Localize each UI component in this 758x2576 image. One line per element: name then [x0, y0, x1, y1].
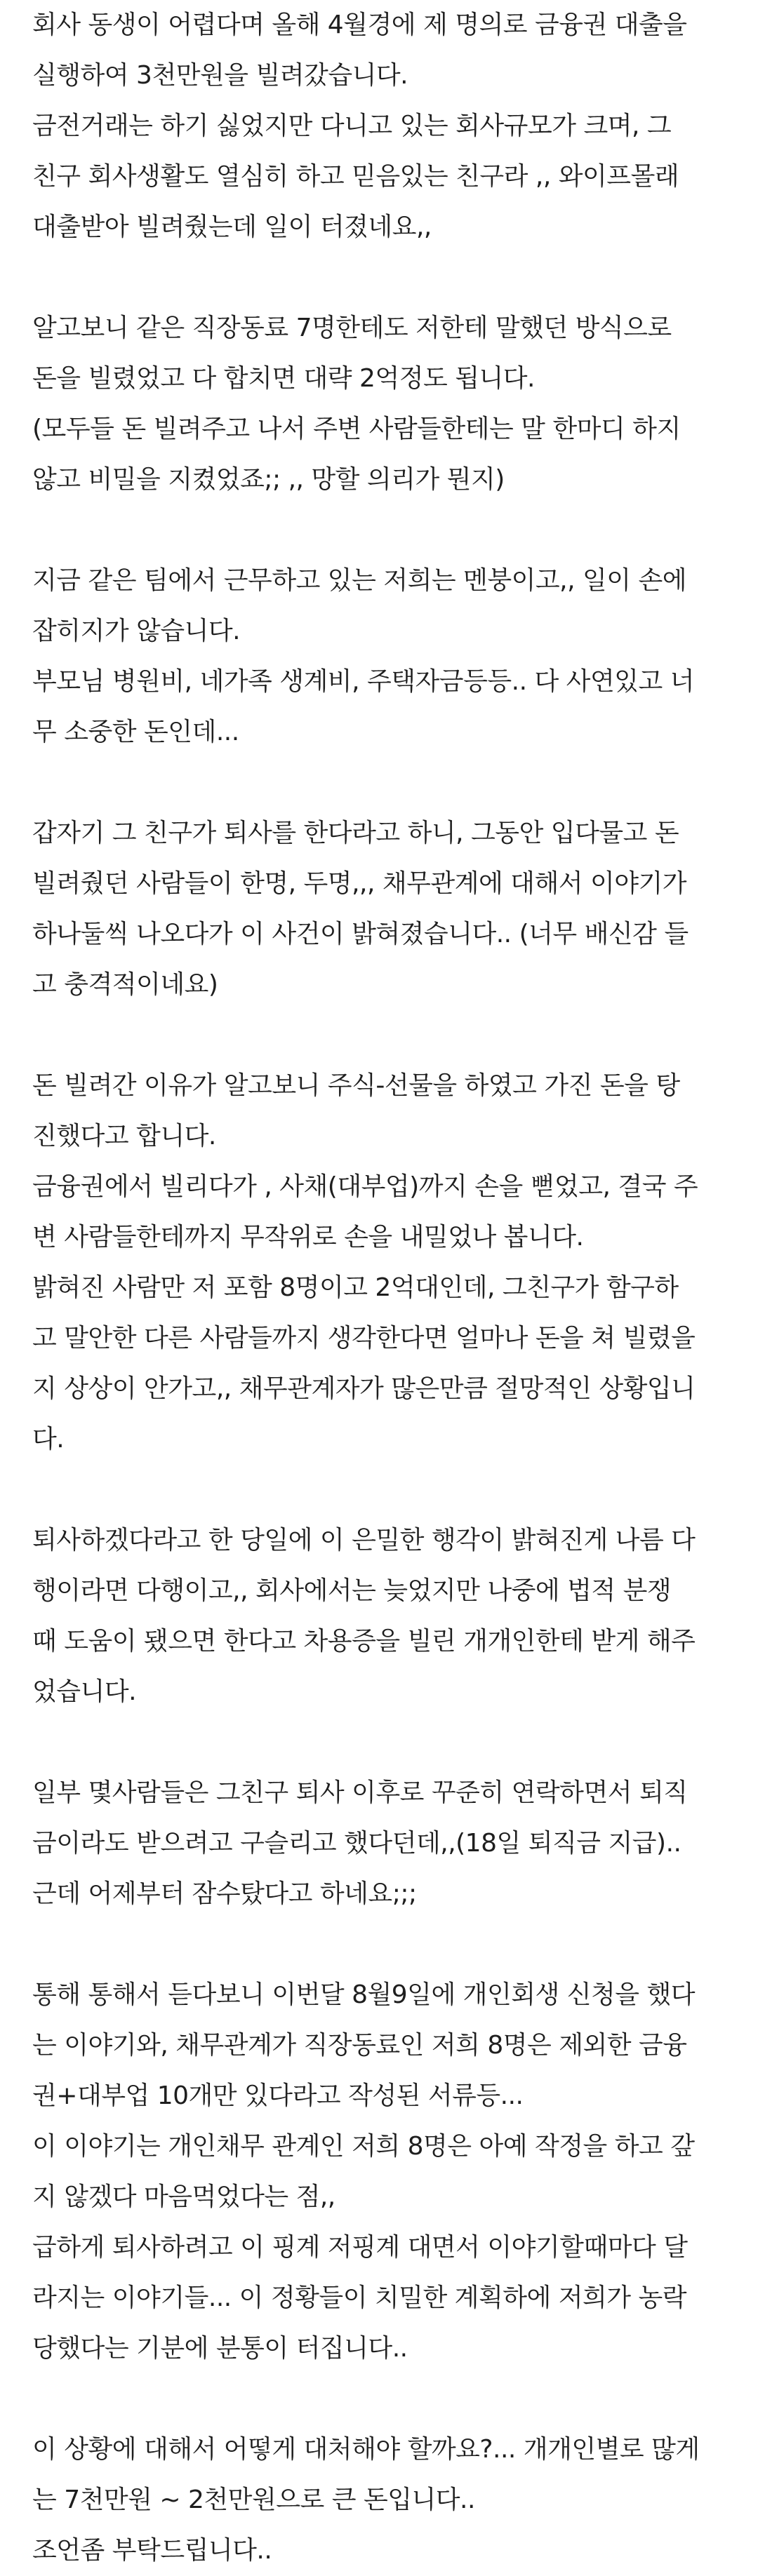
text-line: 하나둘씩 나오다가 이 사건이 밝혀졌습니다.. (너무 배신감 들 — [32, 920, 689, 948]
text-line: 는 이야기와, 채무관계가 직장동료인 저희 8명은 제외한 금융 — [32, 2031, 687, 2060]
paragraph — [32, 1061, 744, 1465]
paragraph — [32, 808, 744, 1010]
text-line: 금전거래는 하기 싫었지만 다니고 있는 회사규모가 크며, 그 — [32, 112, 672, 140]
text-line: 었습니다. — [32, 1677, 137, 1706]
text-line: 고 충격적이네요) — [32, 970, 218, 999]
text-line: 지금 같은 팀에서 근무하고 있는 저희는 멘붕이고,, 일이 손에 — [32, 566, 687, 595]
text-line: 행이라면 다행이고,, 회사에서는 늦었지만 나중에 법적 분쟁 — [32, 1576, 672, 1605]
text-line: 친구 회사생활도 열심히 하고 믿음있는 친구라 ,, 와이프몰래 — [32, 162, 679, 191]
text-line: 밝혀진 사람만 저 포함 8명이고 2억대인데, 그친구가 함구하 — [32, 1273, 679, 1302]
text-line: 실행하여 3천만원을 빌려갔습니다. — [32, 61, 408, 90]
paragraph-gap — [32, 1010, 744, 1061]
text-line: 퇴사하겠다라고 한 당일에 이 은밀한 행각이 밝혀진게 나름 다 — [32, 1526, 696, 1555]
text-line: 통해 통해서 듣다보니 이번달 8월9일에 개인회생 신청을 했다 — [32, 1980, 696, 2009]
text-line: 이 상황에 대해서 어떻게 대처해야 할까요?... 개개인별로 많게 — [32, 2435, 700, 2464]
paragraph-gap — [32, 505, 744, 556]
text-line: 변 사람들한테까지 무작위로 손을 내밀었나 봅니다. — [32, 1223, 584, 1252]
text-line: 부모님 병원비, 네가족 생계비, 주택자금등등.. 다 사연있고 너 — [32, 667, 695, 696]
text-line: 다. — [32, 1425, 65, 1454]
paragraph — [32, 1970, 744, 2374]
text-line: 이 이야기는 개인채무 관계인 저희 8명은 아예 작정을 하고 갚 — [32, 2132, 695, 2161]
text-line: 회사 동생이 어렵다며 올해 4월경에 제 명의로 금융권 대출을 — [32, 11, 687, 39]
paragraph-gap — [32, 1919, 744, 1970]
text-line: 금융권에서 빌리다가 , 사채(대부업)까지 손을 뻗었고, 결국 주 — [32, 1172, 698, 1201]
text-line: 권+대부업 10개만 있다라고 작성된 서류등... — [32, 2081, 524, 2110]
paragraph — [32, 1768, 744, 1919]
text-line: 당했다는 기분에 분통이 터집니다.. — [32, 2334, 408, 2363]
paragraph — [32, 303, 744, 505]
text-line: 라지는 이야기들... 이 정황들이 치밀한 계획하에 저희가 농락 — [32, 2283, 687, 2312]
text-line: 고 말안한 다른 사람들까지 생각한다면 얼마나 돈을 쳐 빌렸을 — [32, 1324, 696, 1353]
text-line: 근데 어제부터 잠수탔다고 하네요;;; — [32, 1879, 417, 1908]
paragraph — [32, 556, 744, 758]
text-line: 는 7천만원 ~ 2천만원으로 큰 돈입니다.. — [32, 2486, 475, 2514]
text-line: 않고 비밀을 지켰었죠;; ,, 망할 의리가 뭔지) — [32, 465, 505, 494]
paragraph-gap — [32, 1717, 744, 1768]
text-line: 때 도움이 됐으면 한다고 차용증을 빌린 개개인한테 받게 해주 — [32, 1627, 696, 1656]
paragraph — [32, 0, 744, 253]
text-line: 조언좀 부탁드립니다.. — [32, 2536, 272, 2565]
paragraph-gap — [32, 253, 744, 303]
paragraph — [32, 2424, 744, 2576]
text-line: 알고보니 같은 직장동료 7명한테도 저한테 말했던 방식으로 — [32, 314, 672, 342]
text-line: 급하게 퇴사하려고 이 핑계 저핑계 대면서 이야기할때마다 달 — [32, 2233, 688, 2262]
text-line: 진했다고 합니다. — [32, 1122, 216, 1151]
text-line: 대출받아 빌려줬는데 일이 터졌네요,, — [32, 213, 432, 241]
text-line: 돈 빌려간 이유가 알고보니 주식-선물을 하였고 가진 돈을 탕 — [32, 1071, 680, 1100]
text-line: 잡히지가 않습니다. — [32, 617, 241, 645]
text-line: 일부 몇사람들은 그친구 퇴사 이후로 꾸준히 연락하면서 퇴직 — [32, 1778, 688, 1807]
paragraph-gap — [32, 2374, 744, 2424]
text-line: 빌려줬던 사람들이 한명, 두명,,, 채무관계에 대해서 이야기가 — [32, 869, 687, 898]
text-line: 지 상상이 안가고,, 채무관계자가 많은만큼 절망적인 상황입니 — [32, 1374, 696, 1403]
text-line: 갑자기 그 친구가 퇴사를 한다라고 하니, 그동안 입다물고 돈 — [32, 819, 679, 847]
text-line: (모두들 돈 빌려주고 나서 주변 사람들한테는 말 한마디 하지 — [32, 415, 681, 443]
text-line: 금이라도 받으려고 구슬리고 했다던데,,(18일 퇴직금 지급).. — [32, 1829, 681, 1858]
paragraph-gap — [32, 758, 744, 808]
text-line: 지 않겠다 마음먹었다는 점,, — [32, 2182, 335, 2211]
text-line: 무 소중한 돈인데... — [32, 718, 239, 746]
paragraph-gap — [32, 1465, 744, 1515]
text-line: 돈을 빌렸었고 다 합치면 대략 2억정도 됩니다. — [32, 364, 535, 393]
paragraph — [32, 1515, 744, 1717]
